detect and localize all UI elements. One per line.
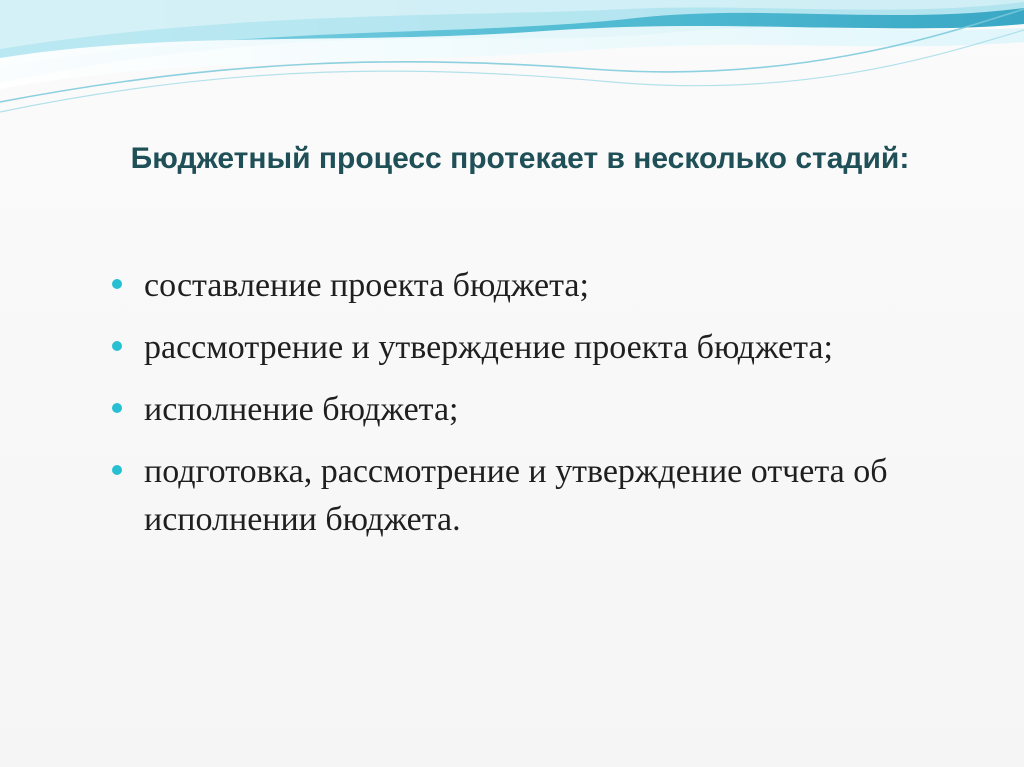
stage-item-review-approval <box>108 324 928 372</box>
stage-item-execution <box>108 386 928 434</box>
wave-header-decoration <box>0 0 1024 130</box>
budget-process-stage-list <box>108 262 928 558</box>
bullet-icon <box>112 341 122 351</box>
bullet-icon <box>112 465 122 475</box>
stage-item-project-preparation <box>108 262 928 310</box>
stage-item-report <box>108 448 928 544</box>
slide-title: Бюджетный процесс протекает в несколько стадий: <box>130 142 910 175</box>
stage-text: рассмотрение и утверждение проекта бюджета; <box>144 329 833 366</box>
stage-text: исполнение бюджета; <box>144 391 459 428</box>
stage-text: составление проекта бюджета; <box>144 267 589 304</box>
bullet-icon <box>112 403 122 413</box>
stage-text: подготовка, рассмотрение и утверждение отчета об исполнении бюджета. <box>144 453 888 538</box>
bullet-icon <box>112 279 122 289</box>
